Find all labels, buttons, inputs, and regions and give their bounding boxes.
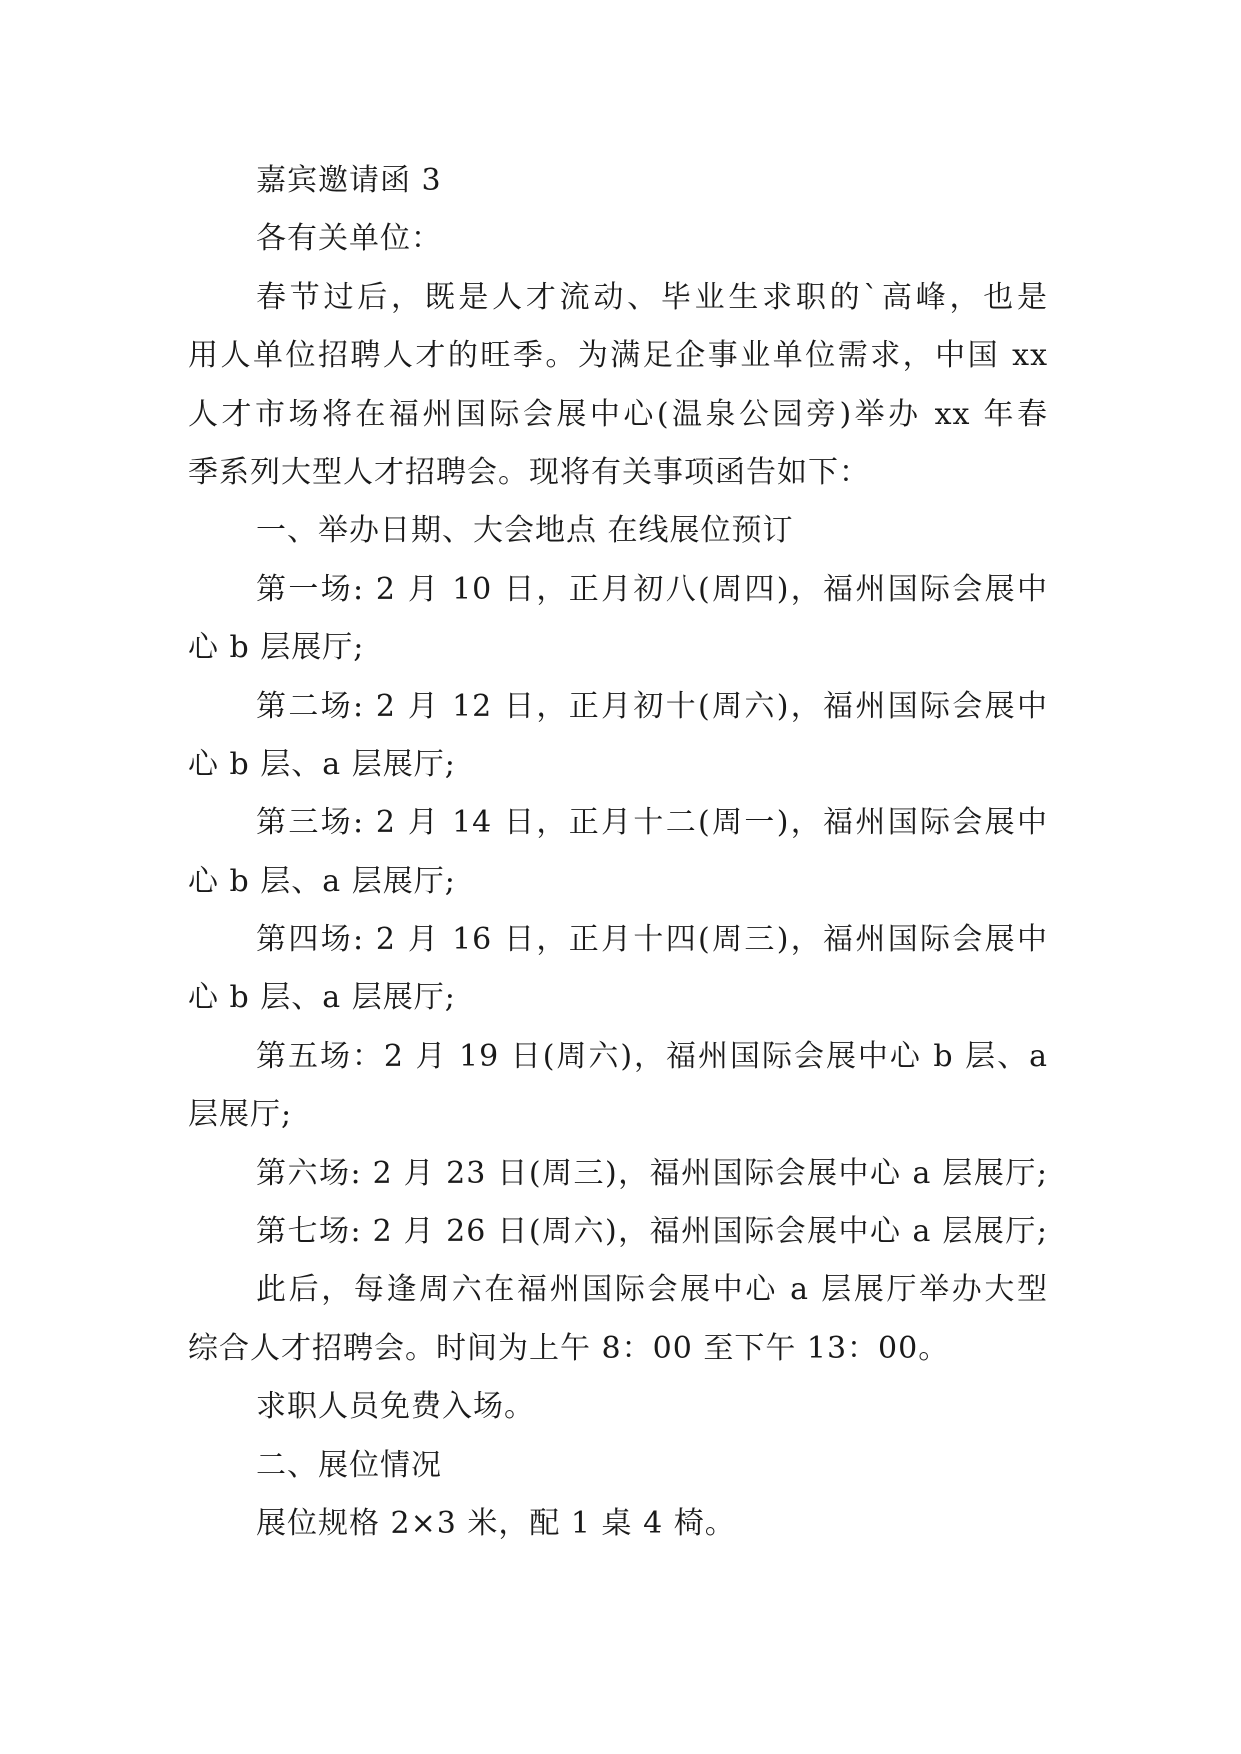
paragraph-line: 展位规格 2×3 米，配 1 桌 4 椅。 bbox=[256, 1505, 736, 1541]
session-line: 心 b 层、a 层展厅; bbox=[188, 863, 456, 899]
document-title: 嘉宾邀请函 3 bbox=[256, 163, 442, 198]
document-body bbox=[188, 152, 1048, 1553]
paragraph-line: 用人单位招聘人才的旺季。为满足企事业单位需求，中国 xx bbox=[188, 338, 1048, 374]
paragraph-line: 此后，每逢周六在福州国际会展中心 a 层展厅举办大型 bbox=[256, 1272, 1048, 1308]
session-line: 第七场: 2 月 26 日(周六)，福州国际会展中心 a 层展厅; bbox=[256, 1214, 1048, 1250]
salutation: 各有关单位： bbox=[256, 221, 442, 257]
session-line: 第六场: 2 月 23 日(周三)，福州国际会展中心 a 层展厅; bbox=[256, 1155, 1048, 1191]
section-heading: 二、展位情况 bbox=[256, 1447, 442, 1483]
session-line: 第五场：2 月 19 日(周六)，福州国际会展中心 b 层、a bbox=[256, 1038, 1048, 1074]
session-line: 心 b 层、a 层展厅; bbox=[188, 746, 456, 782]
session-line: 层展厅; bbox=[188, 1097, 293, 1133]
session-line: 心 b 层、a 层展厅; bbox=[188, 980, 456, 1016]
session-line: 心 b 层展厅; bbox=[188, 630, 365, 666]
paragraph-line: 人才市场将在福州国际会展中心(温泉公园旁)举办 xx 年春 bbox=[188, 396, 1048, 432]
session-line: 第四场: 2 月 16 日，正月十四(周三)，福州国际会展中 bbox=[256, 922, 1048, 958]
section-heading: 一、举办日期、大会地点 在线展位预订 bbox=[256, 513, 794, 549]
paragraph-line: 综合人才招聘会。时间为上午 8：00 至下午 13：00。 bbox=[188, 1330, 950, 1366]
paragraph-line: 求职人员免费入场。 bbox=[256, 1389, 535, 1425]
session-line: 第二场: 2 月 12 日，正月初十(周六)，福州国际会展中 bbox=[256, 688, 1048, 724]
session-line: 第三场: 2 月 14 日，正月十二(周一)，福州国际会展中 bbox=[256, 805, 1048, 841]
session-line: 第一场: 2 月 10 日，正月初八(周四)，福州国际会展中 bbox=[256, 571, 1048, 607]
paragraph-line: 季系列大型人才招聘会。现将有关事项函告如下： bbox=[188, 454, 870, 490]
paragraph-line: 春节过后，既是人才流动、毕业生求职的`高峰，也是 bbox=[256, 279, 1048, 315]
